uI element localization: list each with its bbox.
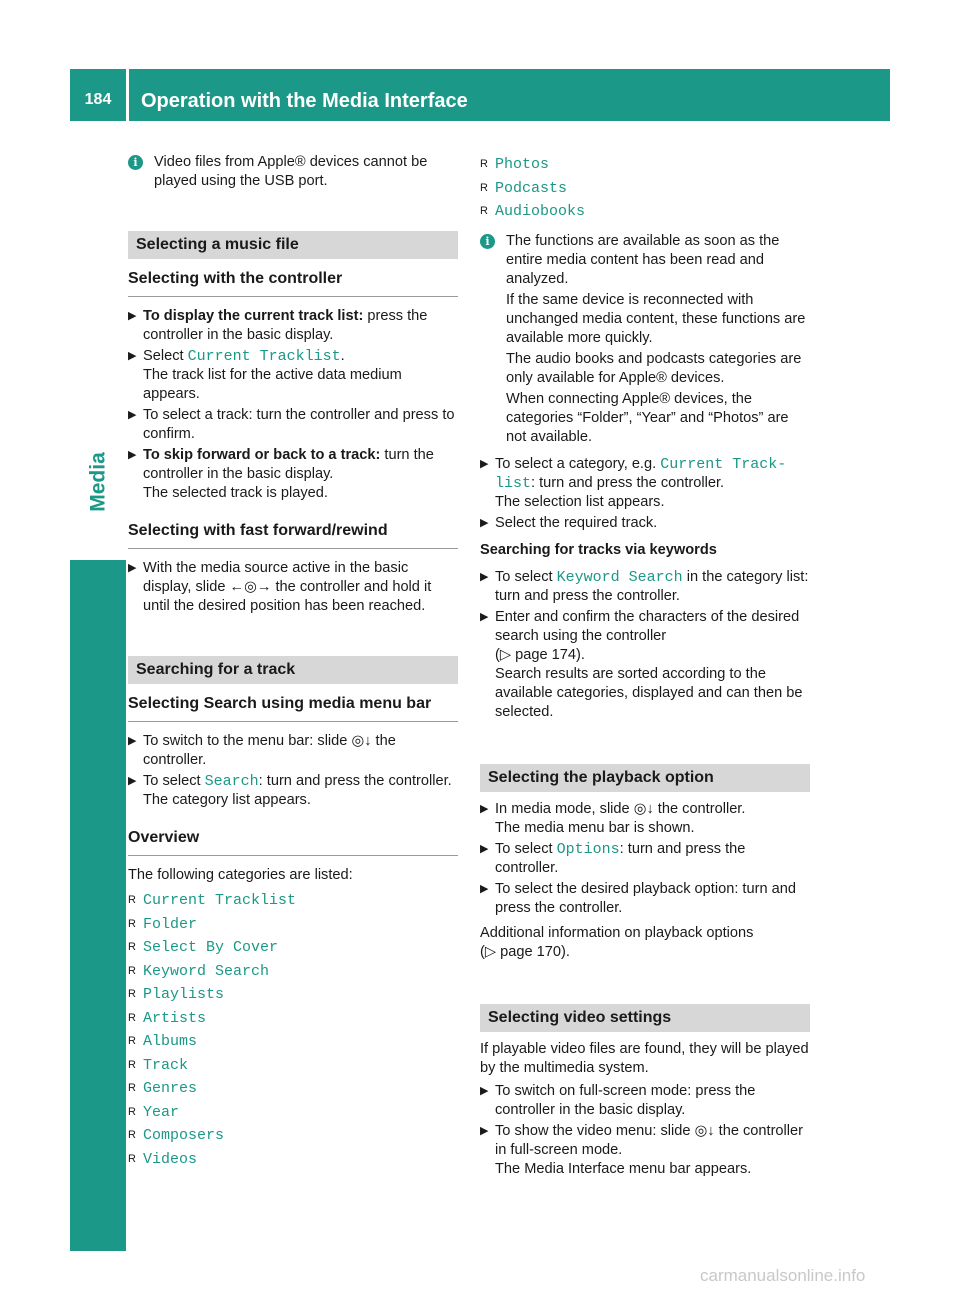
step-arrow-icon: ▶	[480, 516, 489, 529]
category-link[interactable]: Genres	[143, 1080, 198, 1097]
additional-info: Additional information on playback options	[480, 924, 754, 941]
section-heading-playback: Selecting the playback option	[480, 764, 810, 792]
category-link[interactable]: Artists	[143, 1009, 207, 1027]
step-text: In media mode, slide	[495, 800, 634, 817]
step-arrow-icon: ▶	[128, 775, 137, 787]
step-text: Select the required track.	[495, 514, 658, 531]
step-arrow-icon: ▶	[128, 562, 137, 574]
category-link[interactable]: Albums	[143, 1033, 198, 1050]
step-text: To switch on full-screen mode: press the controller in the basic display.	[495, 1082, 756, 1118]
keyword-search-heading: Searching for tracks via keywords	[480, 541, 717, 558]
info-note-video	[128, 153, 458, 191]
menu-item-options[interactable]: Options	[556, 840, 620, 858]
step-text: Enter and confirm the characters of the desired search using the controller	[495, 608, 800, 644]
step-result: The selection list appears.	[495, 493, 665, 510]
step-select-track	[128, 406, 458, 444]
category-link[interactable]: Composers	[143, 1127, 225, 1144]
step-arrow-icon: ▶	[128, 409, 137, 421]
video-intro: If playable video files are found, they will be played by the multimedia system.	[480, 1040, 809, 1076]
info-icon: i	[480, 234, 495, 249]
category-item	[128, 1007, 458, 1031]
category-item	[128, 936, 458, 960]
step-fast-forward	[128, 559, 458, 616]
step-result: Search results are sorted according to the available categories, displayed and can then be selected.	[495, 665, 803, 720]
step-arrow-icon: ▶	[128, 310, 137, 322]
category-item	[128, 1148, 458, 1172]
step-select-playback-option	[480, 880, 810, 918]
step-arrow-icon: ▶	[480, 457, 489, 470]
step-select-required-track	[480, 514, 810, 533]
section-heading-music: Selecting a music file	[128, 231, 458, 259]
step-select-tracklist	[128, 347, 458, 404]
step-result: The media menu bar is shown.	[495, 819, 695, 836]
category-item	[480, 153, 810, 177]
sidebar-color-block	[70, 560, 126, 1251]
category-link[interactable]: Select By Cover	[143, 939, 279, 956]
category-item	[128, 1124, 458, 1148]
category-item	[128, 913, 458, 937]
subheading-fast-forward: Selecting with fast forward/rewind	[128, 521, 458, 549]
right-column	[480, 153, 810, 1179]
bullet-icon: R	[128, 917, 136, 930]
subheading-controller: Selecting with the controller	[128, 269, 458, 297]
step-select-options	[480, 840, 810, 878]
step-text: To select a category, e.g.	[495, 455, 661, 472]
note-text: The functions are available as soon as the entire media content has been read and analyzed.	[506, 232, 780, 287]
category-item	[128, 1077, 458, 1101]
step-arrow-icon: ▶	[480, 610, 489, 623]
step-text: : turn and press the controller.	[495, 840, 746, 876]
info-note-functions	[480, 232, 810, 447]
bullet-icon: R	[128, 1152, 136, 1165]
step-text: With the media source active in the basic display, slide	[143, 560, 409, 595]
step-text: the controller in full-screen mode.	[495, 1122, 804, 1158]
category-link[interactable]: Photos	[495, 156, 550, 173]
category-item	[128, 1030, 458, 1054]
step-select-keyword-search	[480, 568, 810, 606]
bullet-icon: R	[128, 1035, 136, 1047]
category-item	[128, 889, 458, 913]
sidebar-section-label	[78, 432, 118, 532]
category-link[interactable]: Playlists	[143, 986, 225, 1003]
category-link[interactable]: Videos	[143, 1150, 198, 1168]
bullet-icon: R	[128, 1058, 136, 1071]
category-link[interactable]: Podcasts	[495, 179, 568, 197]
controller-slide-down-icon: ◎↓	[633, 800, 654, 817]
step-select-search	[128, 772, 458, 810]
watermark: carmanualsonline.info	[700, 1266, 866, 1285]
controller-slide-down-icon: ◎↓	[351, 733, 372, 749]
menu-item-current-tracklist[interactable]: Current Track‐list	[495, 455, 787, 492]
category-link[interactable]: Track	[143, 1056, 189, 1074]
note-text: Video files from Apple® devices cannot be played using the USB port.	[154, 154, 428, 189]
step-text: the controller and hold it until the desired position has been reached.	[143, 579, 432, 614]
step-text: in the category list: turn and press the controller.	[495, 568, 809, 604]
step-text: the controller.	[653, 800, 746, 817]
step-result: The selected track is played.	[143, 485, 328, 501]
category-item	[128, 1101, 458, 1125]
sidebar-label-text: Media	[86, 452, 110, 512]
menu-item-keyword-search[interactable]: Keyword Search	[556, 568, 683, 586]
category-list-continued	[480, 153, 810, 224]
step-arrow-icon: ▶	[480, 570, 489, 583]
step-arrow-icon: ▶	[480, 882, 489, 895]
bullet-icon: R	[128, 988, 136, 1000]
step-text: To select a track: turn the controller and press to confirm.	[143, 407, 455, 442]
step-arrow-icon: ▶	[128, 735, 137, 747]
step-arrow-icon: ▶	[480, 1124, 489, 1137]
step-text: To switch to the menu bar: slide	[143, 733, 352, 749]
step-enter-characters	[480, 608, 810, 722]
note-text: When connecting Apple® devices, the categories “Folder”, “Year” and “Photos” are not available.	[506, 390, 789, 445]
subheading-overview: Overview	[128, 828, 458, 856]
category-item	[128, 960, 458, 984]
menu-item-current-tracklist[interactable]: Current Tracklist	[187, 348, 341, 365]
category-link[interactable]: Audiobooks	[495, 203, 586, 220]
step-text: To select	[495, 568, 557, 585]
step-display-tracklist	[128, 307, 458, 345]
controller-slide-icon: ←◎→	[229, 579, 272, 595]
bullet-icon: R	[128, 964, 136, 977]
bullet-icon: R	[128, 1082, 136, 1094]
step-result: The Media Interface menu bar appears.	[495, 1160, 752, 1177]
section-heading-search: Searching for a track	[128, 656, 458, 684]
category-link[interactable]: Folder	[143, 915, 198, 933]
step-select-category	[480, 455, 810, 512]
bullet-icon: R	[128, 1011, 136, 1024]
category-list	[128, 889, 458, 1171]
step-result: The category list appears.	[143, 792, 311, 808]
step-text: Select	[143, 348, 188, 364]
page-reference-link[interactable]: (▷ page 170).	[480, 943, 570, 960]
step-arrow-icon: ▶	[480, 1084, 489, 1097]
step-text: : turn and press the controller.	[531, 474, 725, 491]
step-text: press the controller in the basic display.	[143, 308, 428, 343]
category-item	[480, 200, 810, 224]
note-text: If the same device is reconnected with unchanged media content, these functions are available more quickly.	[506, 291, 806, 346]
step-text: To show the video menu: slide	[495, 1122, 695, 1139]
left-column	[128, 153, 458, 1171]
bullet-icon: R	[128, 1129, 136, 1141]
step-text: To select	[495, 840, 557, 857]
bullet-icon: R	[480, 205, 488, 217]
step-text: the controller.	[143, 733, 396, 768]
category-link[interactable]: Year	[143, 1103, 180, 1121]
category-item	[128, 983, 458, 1007]
step-result: The track list for the active data medium appears.	[143, 367, 402, 402]
bullet-icon: R	[480, 158, 488, 170]
step-media-mode	[480, 800, 810, 838]
step-arrow-icon: ▶	[128, 350, 137, 362]
subheading-search-menu: Selecting Search using media menu bar	[128, 694, 458, 722]
controller-slide-down-icon: ◎↓	[694, 1122, 715, 1139]
bullet-icon: R	[128, 894, 136, 906]
step-video-menu	[480, 1122, 810, 1179]
step-skip-track	[128, 446, 458, 503]
category-item	[128, 1054, 458, 1078]
page-reference-link[interactable]: (▷ page 174).	[495, 646, 585, 663]
bullet-icon: R	[480, 181, 488, 194]
step-full-screen	[480, 1082, 810, 1120]
step-bold: To skip forward or back to a track:	[143, 447, 381, 463]
header-divider	[126, 69, 129, 121]
category-link[interactable]: Current Tracklist	[143, 892, 297, 909]
step-bold: To display the current track list:	[143, 308, 364, 324]
info-icon: i	[128, 155, 143, 170]
note-text: The audio books and podcasts categories are only available for Apple® devices.	[506, 350, 802, 386]
overview-intro: The following categories are listed:	[128, 867, 353, 883]
bullet-icon: R	[128, 941, 136, 953]
step-text: To select the desired playback option: turn and press the controller.	[495, 880, 796, 916]
bullet-icon: R	[128, 1105, 136, 1118]
step-arrow-icon: ▶	[480, 842, 489, 855]
section-heading-video: Selecting video settings	[480, 1004, 810, 1032]
page-title: Operation with the Media Interface	[141, 90, 468, 112]
category-item	[480, 177, 810, 201]
step-text: To select	[143, 773, 205, 789]
step-text: .	[340, 348, 345, 364]
step-switch-menu-bar	[128, 732, 458, 770]
category-link[interactable]: Keyword Search	[143, 962, 270, 980]
step-text: turn the controller in the basic display.	[143, 447, 434, 482]
menu-item-search[interactable]: Search	[204, 773, 259, 790]
step-arrow-icon: ▶	[480, 802, 489, 815]
step-text: : turn and press the controller.	[258, 773, 452, 789]
step-arrow-icon: ▶	[128, 449, 137, 461]
page-number: 184	[84, 91, 112, 108]
